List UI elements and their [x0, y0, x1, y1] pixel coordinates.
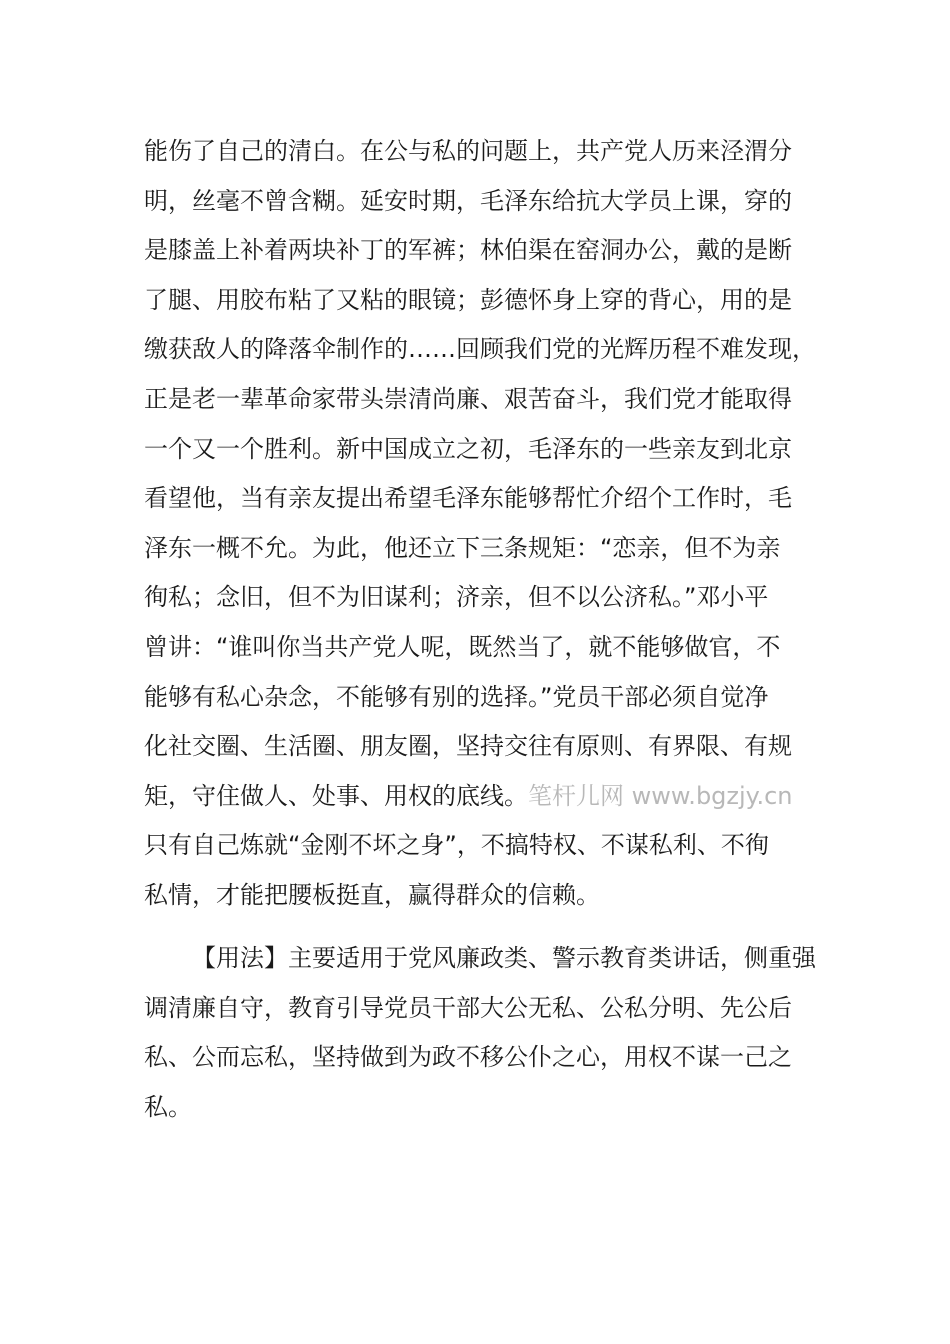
usage-line: 私。: [144, 1092, 192, 1121]
paragraph-line: 泽东一概不允。为此，他还立下三条规矩：“恋亲，但不为亲: [144, 533, 781, 562]
usage-paragraph: [144, 934, 816, 1132]
paragraph-line-with-watermark: [144, 772, 808, 822]
watermark-text: 笔杆儿网 www.bgzjy.cn: [528, 781, 793, 810]
paragraph-line: 能够有私心杂念，不能够有别的选择。”党员干部必须自觉净: [144, 682, 769, 711]
paragraph-line: 缴获敌人的降落伞制作的……回顾我们党的光辉历程不难发现，: [144, 335, 816, 364]
paragraph-line: 私情，才能把腰板挺直，赢得群众的信赖。: [144, 880, 600, 909]
paragraph-line: 只有自己炼就“金刚不坏之身”，不搞特权、不谋私利、不徇: [144, 831, 769, 860]
paragraph-line: 明，丝毫不曾含糊。延安时期，毛泽东给抗大学员上课，穿的: [144, 186, 792, 215]
main-paragraph: [144, 127, 816, 921]
paragraph-line: 了腿、用胶布粘了又粘的眼镜；彭德怀身上穿的背心，用的是: [144, 285, 792, 314]
usage-line: 私、公而忘私，坚持做到为政不移公仆之心，用权不谋一己之: [144, 1043, 792, 1072]
paragraph-line: 一个又一个胜利。新中国成立之初，毛泽东的一些亲友到北京: [144, 434, 792, 463]
paragraph-line: 能伤了自己的清白。在公与私的问题上，共产党人历来泾渭分: [144, 137, 792, 165]
paragraph-line: 曾讲：“谁叫你当共产党人呢，既然当了，就不能够做官，不: [144, 632, 781, 661]
usage-line: 调清廉自守，教育引导党员干部大公无私、公私分明、先公后: [144, 993, 792, 1022]
paragraph-line: 化社交圈、生活圈、朋友圈，坚持交往有原则、有界限、有规: [144, 732, 792, 761]
paragraph-line: 是膝盖上补着两块补丁的军裤；林伯渠在窑洞办公，戴的是断: [144, 236, 792, 265]
usage-line: 【用法】主要适用于党风廉政类、警示教育类讲话，侧重强: [192, 944, 816, 972]
paragraph-line-text: 矩，守住做人、处事、用权的底线。: [144, 781, 528, 810]
paragraph-line: 正是老一辈革命家带头崇清尚廉、艰苦奋斗，我们党才能取得: [144, 384, 792, 413]
paragraph-line: 徇私；念旧，但不为旧谋利；济亲，但不以公济私。”邓小平: [144, 583, 769, 612]
paragraph-line: 看望他，当有亲友提出希望毛泽东能够帮忙介绍个工作时，毛: [144, 484, 792, 513]
